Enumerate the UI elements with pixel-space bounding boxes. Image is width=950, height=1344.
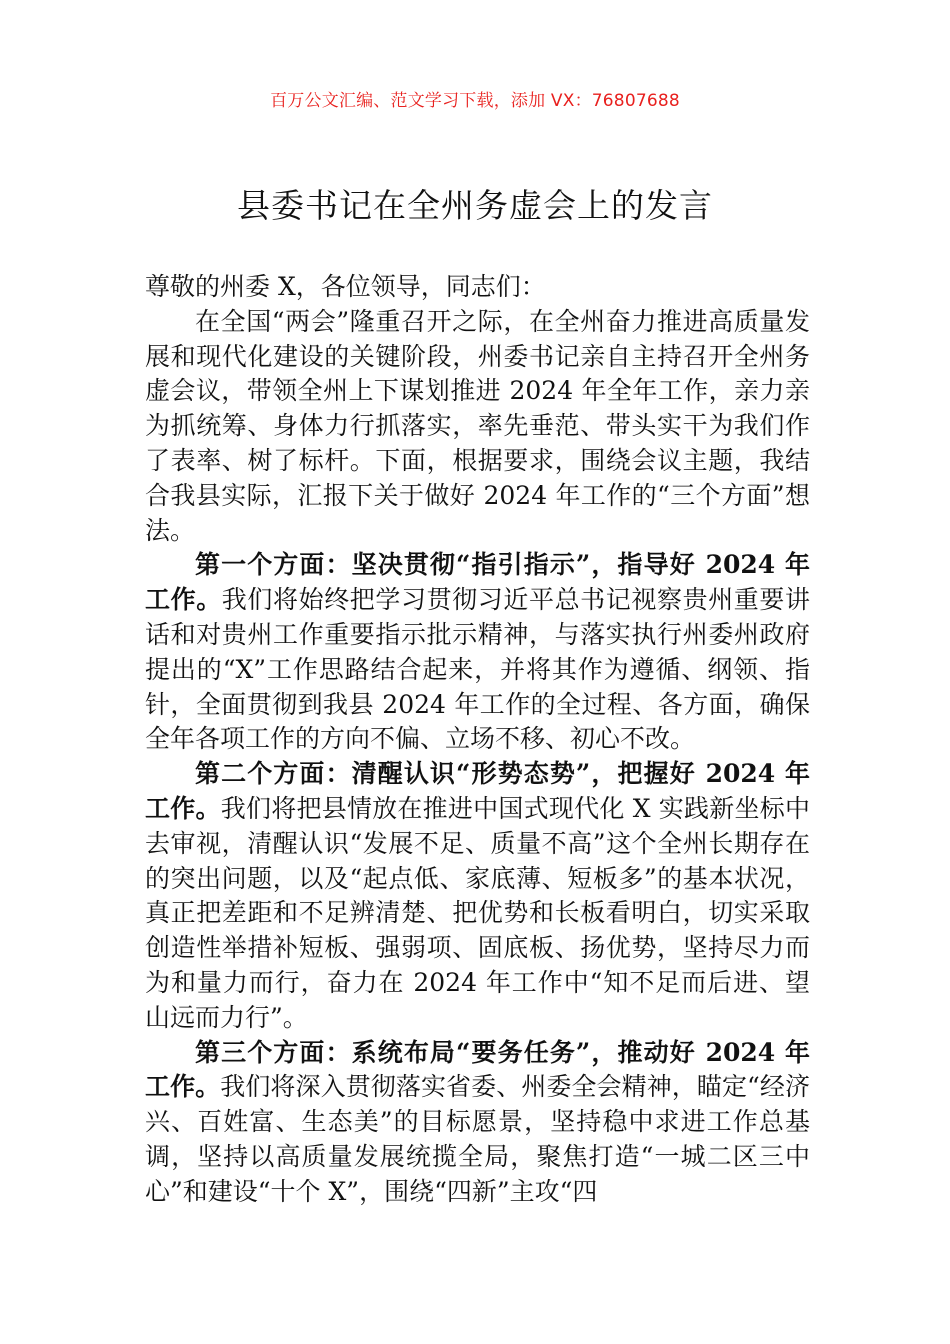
document-body xyxy=(145,270,810,1210)
aspect-text-2: 我们将把县情放在推进中国式现代化 X 实践新坐标中去审视，清醒认识“发展不足、质量不高”这个全州长期存在的突出问题，以及“起点低、家底薄、短板多”的基本状况，真正把差距和不足辨清楚、把优势和长板看明白，切实采取创造性举措补短板、强弱项、固底板、扬优势，坚持尽力而为和量力而行，奋力在 2024 年工作中“知不足而后进、望山远而力行”。 xyxy=(145,793,810,1032)
page-title: 县委书记在全州务虚会上的发言 xyxy=(237,186,713,225)
aspect-paragraph-1 xyxy=(145,548,810,757)
salutation: 尊敬的州委 X，各位领导，同志们： xyxy=(145,272,546,301)
intro-paragraph: 在全国“两会”隆重召开之际，在全州奋力推进高质量发展和现代化建设的关键阶段，州委书记亲自主持召开全州务虚会议，带领全州上下谋划推进 2024 年全年工作，亲力亲为抓统筹、身体力行抓落实，率先垂范、带头实干为我们作了表率、树了标杆。下面，根据要求，围绕会议主题，我结合我县实际，汇报下关于做好 2024 年工作的“三个方面”想法。 xyxy=(145,306,810,545)
aspect-paragraph-3 xyxy=(145,1036,810,1210)
aspect-paragraph-2 xyxy=(145,757,810,1035)
aspect-text-1: 我们将始终把学习贯彻习近平总书记视察贵州重要讲话和对贵州工作重要指示批示精神，与落实执行州委州政府提出的“X”工作思路结合起来，并将其作为遵循、纲领、指针，全面贯彻到我县 2024 年工作的全过程、各方面，确保全年各项工作的方向不偏、立场不移、初心不改。 xyxy=(145,585,810,754)
aspect-text-3: 我们将深入贯彻落实省委、州委全会精神，瞄定“经济兴、百姓富、生态美”的目标愿景，坚持稳中求进工作总基调，坚持以高质量发展统揽全局，聚焦打造“一城二区三中心”和建设“十个 X”，围绕“四新”主攻“四 xyxy=(145,1072,810,1206)
aspect-heading-3: 第三个方面：系统布局“要务任务”，推动好 2024 年工作。 xyxy=(145,1037,810,1102)
aspect-heading-1: 第一个方面：坚决贯彻“指引指示”，指导好 2024 年工作。 xyxy=(145,550,810,615)
watermark-banner: 百万公文汇编、范文学习下载，添加 VX：76807688 xyxy=(270,91,680,111)
aspect-heading-2: 第二个方面：清醒认识“形势态势”，把握好 2024 年工作。 xyxy=(145,759,810,823)
